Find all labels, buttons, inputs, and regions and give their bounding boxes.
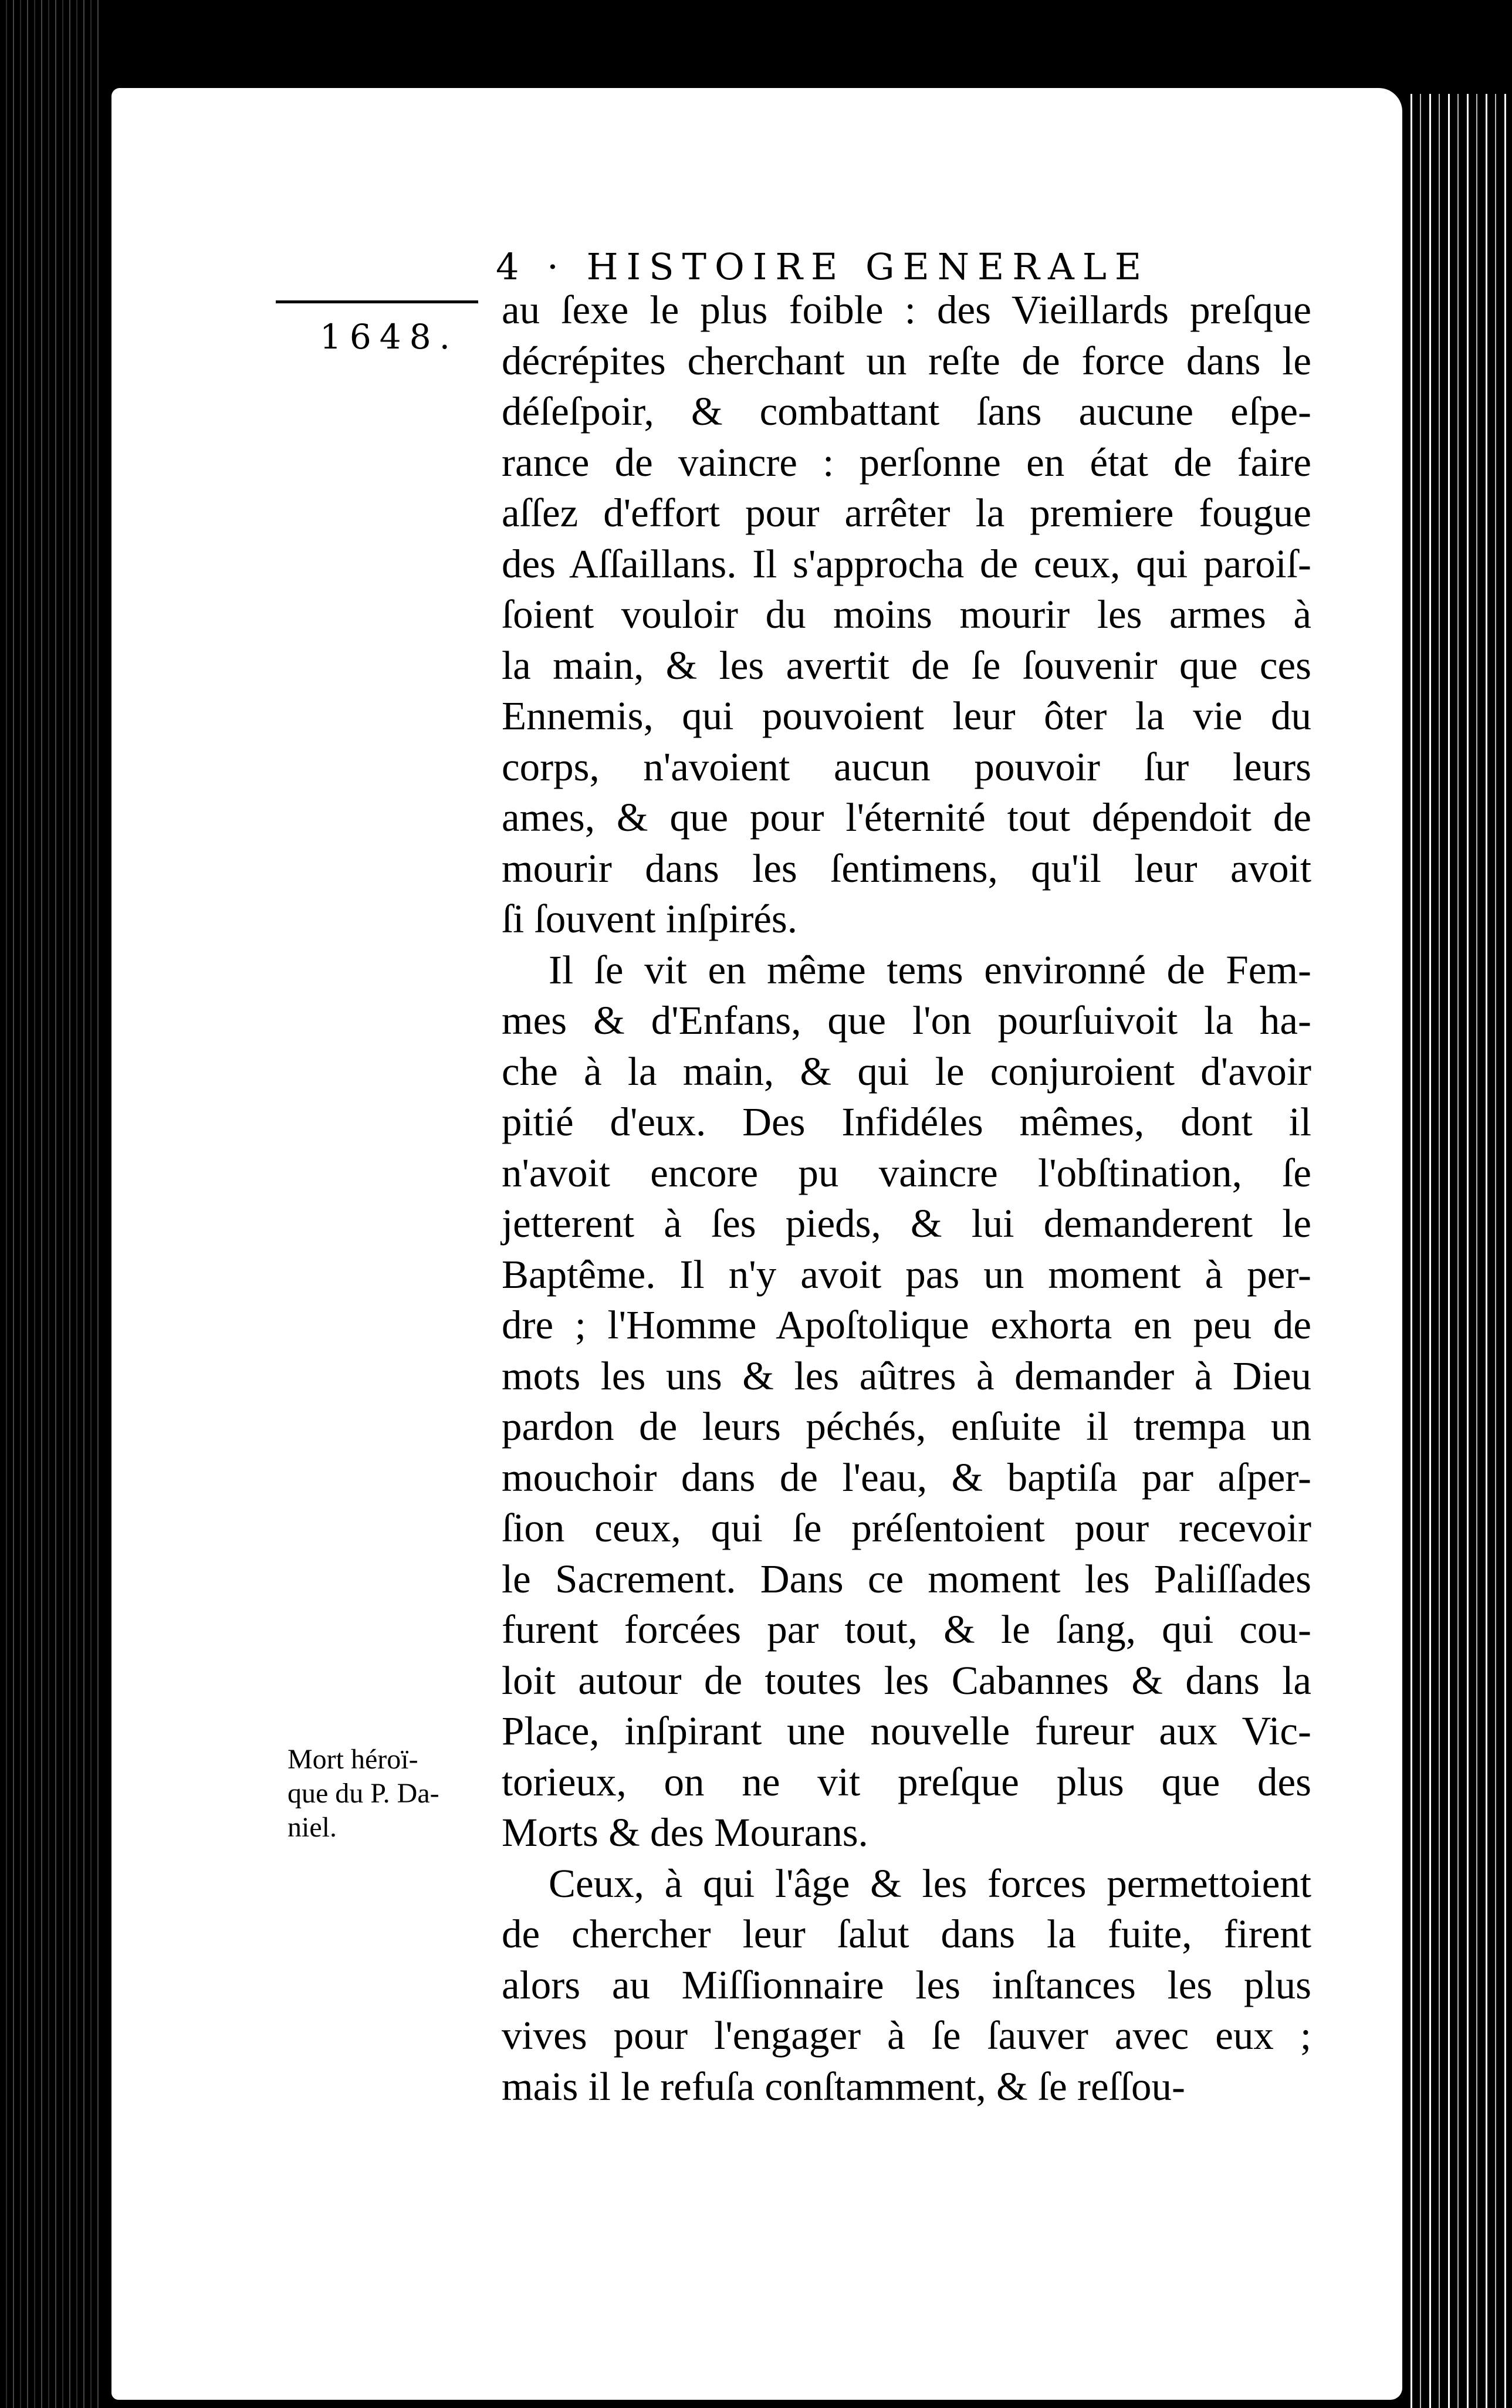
margin-note-line: Mort héroï- xyxy=(287,1744,418,1775)
running-header xyxy=(496,245,1149,288)
margin-note-line: que du P. Da- xyxy=(287,1778,439,1809)
book-gutter-left xyxy=(0,0,103,2408)
text-line: Ennemis, qui pouvoient leur ôter la vie du xyxy=(502,694,1311,738)
year-rule xyxy=(276,300,478,303)
text-line: vives pour l'engager à ſe ſauver avec eux ; xyxy=(502,2013,1311,2058)
text-line: de chercher leur ſalut dans la fuite, firent xyxy=(502,1912,1311,1956)
text-line: Baptême. Il n'y avoit pas un moment à per- xyxy=(502,1252,1311,1297)
text-line: alors au Miſſionnaire les inſtances les plus xyxy=(502,1962,1311,2007)
margin-note-line: niel. xyxy=(287,1812,337,1843)
header-separator: · xyxy=(547,245,567,288)
page-number: 4 xyxy=(496,245,527,288)
text-line: au ſexe le plus foible : des Vieillards preſque xyxy=(502,288,1311,332)
text-line: décrépites cherchant un reſte de force dans le xyxy=(502,338,1311,383)
text-line: Morts & des Mourans. xyxy=(502,1810,868,1855)
text-line: la main, & les avertit de ſe ſouvenir que ces xyxy=(502,642,1311,688)
text-line: dre ; l'Homme Apoſtolique exhorta en peu de xyxy=(502,1303,1311,1347)
text-line: aſſez d'effort pour arrêter la premiere fougue xyxy=(502,491,1311,535)
text-line: Ceux, à qui l'âge & les forces permettoient xyxy=(549,1861,1311,1906)
text-line: corps, n'avoient aucun pouvoir ſur leurs xyxy=(502,744,1311,789)
text-line: n'avoit encore pu vaincre l'obſtination, ſe xyxy=(502,1150,1311,1195)
text-line: Place, inſpirant une nouvelle fureur aux Vic- xyxy=(502,1709,1311,1753)
book-edge-right xyxy=(1402,94,1512,2408)
text-line: le Sacrement. Dans ce moment les Paliſſades xyxy=(502,1556,1311,1601)
text-line: ſi ſouvent inſpirés. xyxy=(502,897,798,941)
text-line: mais il le refuſa conſtamment, & ſe reſſou- xyxy=(502,2064,1185,2109)
running-title: HISTOIRE GENERALE xyxy=(586,245,1150,288)
text-line: des Aſſaillans. Il s'approcha de ceux, qui paroiſ- xyxy=(502,541,1311,586)
text-line: che à la main, & qui le conjuroient d'avoir xyxy=(502,1049,1311,1094)
text-line: pitié d'eux. Des Infidéles mêmes, dont il xyxy=(502,1100,1311,1144)
text-line: pardon de leurs péchés, enſuite il trempa un xyxy=(502,1404,1311,1449)
text-line: torieux, on ne vit preſque plus que des xyxy=(502,1759,1311,1804)
text-line: mots les uns & les aûtres à demander à Dieu xyxy=(502,1353,1311,1398)
text-line: loit autour de toutes les Cabannes & dans la xyxy=(502,1658,1311,1703)
text-line: ames, & que pour l'éternité tout dépendoit de xyxy=(502,795,1311,840)
margin-note xyxy=(287,1743,499,1845)
body-text xyxy=(502,285,1311,2112)
text-line: ſion ceux, qui ſe préſentoient pour recevoir xyxy=(502,1506,1311,1550)
text-line: déſeſpoir, & combattant ſans aucune eſpe- xyxy=(502,389,1311,434)
text-line: mourir dans les ſentimens, qu'il leur avoit xyxy=(502,845,1311,891)
text-line: mouchoir dans de l'eau, & baptiſa par aſper- xyxy=(502,1455,1311,1500)
text-line: jetterent à ſes pieds, & lui demanderent le xyxy=(502,1201,1311,1246)
text-line: mes & d'Enfans, que l'on pourſuivoit la ha- xyxy=(502,998,1311,1043)
text-line: furent forcées par tout, & le ſang, qui cou- xyxy=(502,1607,1311,1652)
text-line: Il ſe vit en même tems environné de Fem- xyxy=(549,947,1311,992)
text-line: rance de vaincre : perſonne en état de faire xyxy=(502,439,1311,485)
text-line: ſoient vouloir du moins mourir les armes à xyxy=(502,592,1311,637)
margin-year: 1648. xyxy=(320,317,459,357)
